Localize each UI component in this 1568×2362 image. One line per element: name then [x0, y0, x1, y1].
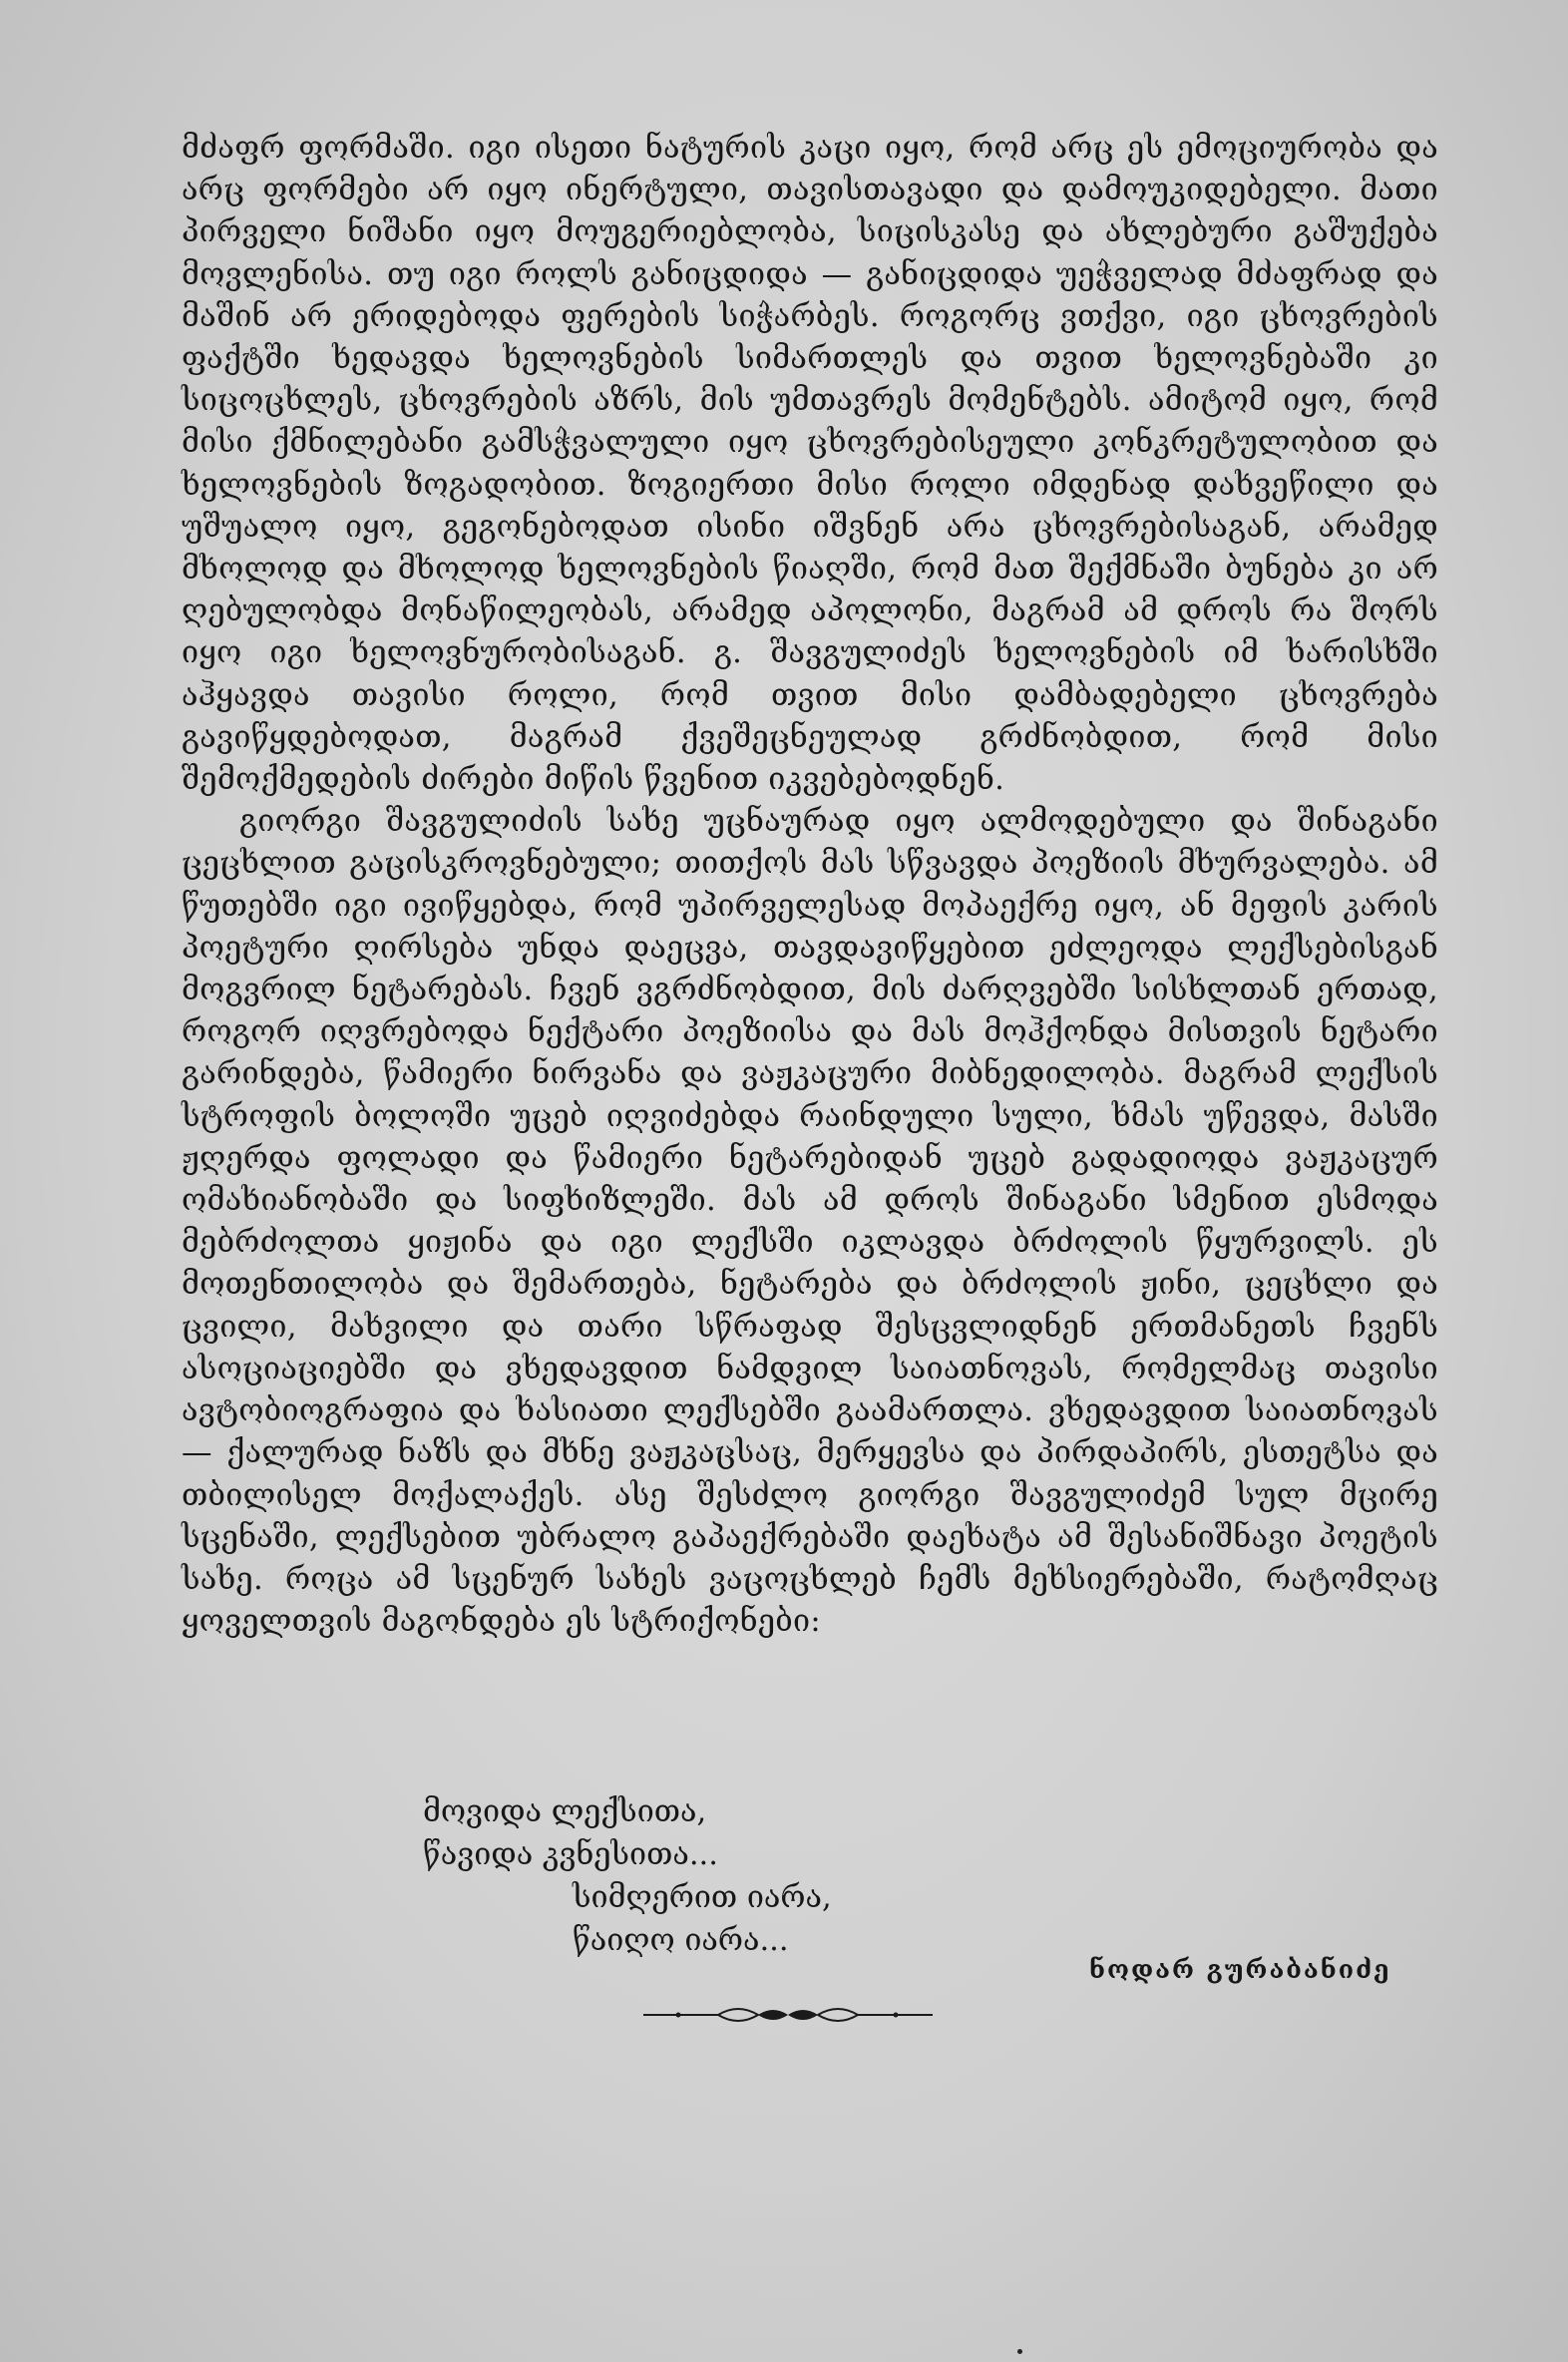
poem-line-3: სიმღერით იარა,	[573, 1880, 832, 1915]
poem-line-2: წავიდა კვნესითა...	[423, 1837, 718, 1872]
poem-line-1: მოვიდა ლექსითა,	[423, 1794, 707, 1829]
author-signature: ნოდარ გურაბანიძე	[1089, 1955, 1391, 1984]
print-speck	[1017, 2349, 1022, 2354]
poem-quote	[423, 1790, 1121, 1962]
decorative-divider-icon	[638, 1995, 938, 2035]
paragraph-1: მძაფრ ფორმაში. იგი ისეთი ნატურის კაცი იყო, რომ არც ეს ემოციურობა და არც ფორმები არ იყო ინერტული, თავისთავადი და დამოუკიდებელი. მათი პირველი ნიშანი იყო მოუგერიებლობა, სიცისკასე და ახლებური გაშუქება მოვლენისა. თუ იგი როლს განიცდიდა — განიცდიდა უეჭველად მძაფრად და მაშინ არ ერიდებოდა ფერების სიჭარბეს. როგორც ვთქვი, იგი ცხოვრების ფაქტში ხედავდა ხელოვნების სიმართლეს და თვით ხელოვნებაში კი სიცოცხლეს, ცხოვრების აზრს, მის უმთავრეს მომენტებს. ამიტომ იყო, რომ მისი ქმნილებანი გამსჭვალული იყო ცხოვრებისეული კონკრეტულობით და ხელოვნების ზოგადობით. ზოგიერთი მისი როლი იმდენად დახვეწილი და უშუალო იყო, გეგონებოდათ ისინი იშვნენ არა ცხოვრებისაგან, არამედ მხოლოდ და მხოლოდ ხელოვნების წიაღში, რომ მათ შექმნაში ბუნება კი არ ღებულობდა მონაწილეობას, არამედ აპოლონი, მაგრამ ამ დროს რა შორს იყო იგი ხელოვნურობისაგან. გ. შავგულიძეს ხელოვნების იმ ხარისხში აჰყავდა თავისი როლი, რომ თვით მისი დამბადებელი ცხოვრება გავიწყდებოდათ, მაგრამ ქვეშეცნეულად გრძნობდით, რომ მისი შემოქმედების ძირები მიწის წვენით იკვებებოდნენ.	[182, 131, 1438, 798]
paragraph-2: გიორგი შავგულიძის სახე უცნაურად იყო ალმოდებული და შინაგანი ცეცხლით გაცისკროვნებული; თითქოს მას სწვავდა პოეზიის მხურვალება. ამ წუთებში იგი ივიწყებდა, რომ უპირველესად მოპაექრე იყო, ან მეფის კარის პოეტური ღირსება უნდა დაეცვა, თავდავიწყებით ეძლეოდა ლექსებისგან მოგვრილ ნეტარებას. ჩვენ ვგრძნობდით, მის ძარღვებში სისხლთან ერთად, როგორ იღვრებოდა ნექტარი პოეზიისა და მას მოჰქონდა მისთვის ნეტარი გარინდება, წამიერი ნირვანა და ვაჟკაცური მიბნედილობა. მაგრამ ლექსის სტროფის ბოლოში უცებ იღვიძებდა რაინდული სული, ხმას უწევდა, მასში ჟღერდა ფოლადი და წამიერი ნეტარებიდან უცებ გადადიოდა ვაჟკაცურ ომახიანობაში და სიფხიზლეში. მას ამ დროს შინაგანი სმენით ესმოდა მებრძოლთა ყიჟინა და იგი ლექსში იკლავდა ბრძოლის წყურვილს. ეს მოთენთილობა და შემართება, ნეტარება და ბრძოლის ჟინი, ცეცხლი და ცვილი, მახვილი და თარი სწრაფად შესცვლიდნენ ერთმანეთს ჩვენს ასოციაციებში და ვხედავდით ნამდვილ საიათნოვას, რომელმაც თავისი ავტობიოგრაფია და ხასიათი ლექსებში გაამართლა. ვხედავდით საიათნოვას — ქალურად ნაზს და მხნე ვაჟკაცსაც, მერყევსა და პირდაპირს, ესთეტსა და თბილისელ მოქალაქეს. ასე შესძლო გიორგი შავგულიძემ სულ მცირე სცენაში, ლექსებით უბრალო გაპაექრებაში დაეხატა ამ შესანიშნავი პოეტის სახე. როცა ამ სცენურ სახეს ვაცოცხლებ ჩემს მეხსიერებაში, რატომღაც ყოველთვის მაგონდება ეს სტრიქონები:	[182, 804, 1438, 1640]
poem-line-4: წაიღო იარა...	[573, 1923, 789, 1958]
article-text	[182, 128, 1438, 1643]
